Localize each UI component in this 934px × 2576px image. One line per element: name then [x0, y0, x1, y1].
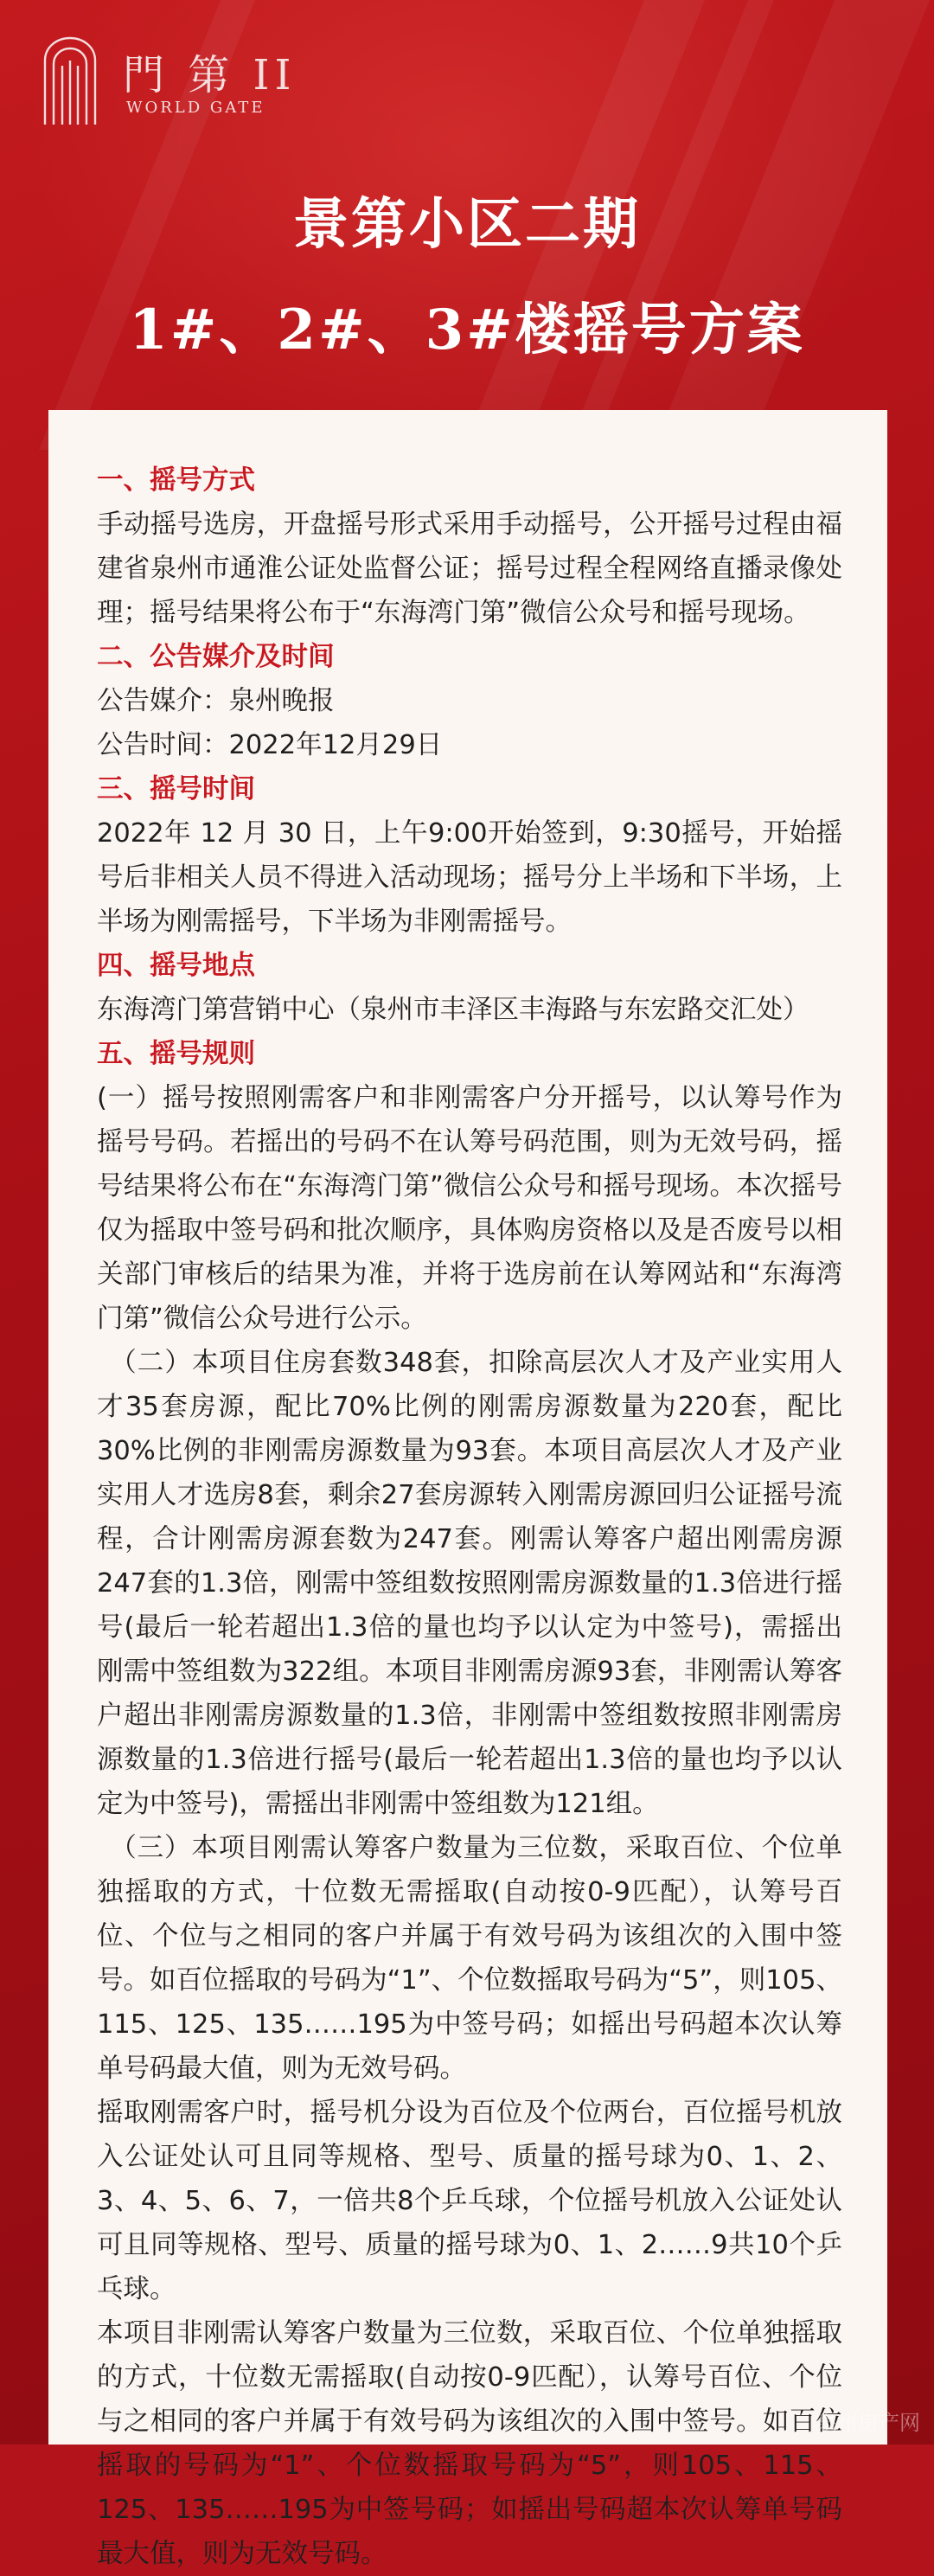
- section-heading: 二、公告媒介及时间: [97, 642, 335, 672]
- section-paragraph: （二）本项目住房套数348套，扣除高层次人才及产业实用人才35套房源，配比70%比例的刚需房源数量为220套，配比30%比例的非刚需房源数量为93套。本项目高层次人才及产业实用人才选房8套，剩余27套房源转入刚需房源回归公证摇号流程，合计刚需房源套数为247套。刚需认筹客户超出刚需房源247套的1.3倍，刚需中签组数按照刚需房源数量的1.3倍进行摇号(最后一轮若超出1.3倍的量也均予以认定为中签号)，需摇出刚需中签组数为322组。本项目非刚需房源93套，非刚需认筹客户超出非刚需房源数量的1.3倍，非刚需中签组数按照非刚需房源数量的1.3倍进行摇号(最后一轮若超出1.3倍的量也均予以认定为中签号)，需摇出非刚需中签组数为121组。: [97, 1348, 842, 1819]
- section-paragraph: （三）本项目刚需认筹客户数量为三位数，采取百位、个位单独摇取的方式，十位数无需摇取(自动按0-9匹配），认筹号百位、个位与之相同的客户并属于有效号码为该组次的入围中签号。如百位摇取的号码为“1”、个位数摇取号码为“5”，则105、115、125、135……195为中签号码；如摇出号码超本次认筹单号码最大值，则为无效号码。: [97, 1833, 842, 2084]
- section-paragraph: 本项目非刚需认筹客户数量为三位数，采取百位、个位单独摇取的方式，十位数无需摇取(自动按0-9匹配），认筹号百位、个位与之相同的客户并属于有效号码为该组次的入围中签号。如百位摇取的号码为“1”、个位数摇取号码为“5”，则105、115、125、135……195为中签号码；如摇出号码超本次认筹单号码最大值，则为无效号码。: [97, 2318, 842, 2569]
- content-card: [48, 410, 887, 2569]
- brand-english-name: WORLD GATE: [126, 99, 265, 117]
- section-heading: 四、摇号地点: [97, 951, 255, 981]
- page-title-line-2: 1#、2#、3#楼摇号方案: [129, 298, 805, 362]
- brand-name: 門 第 II: [123, 51, 297, 99]
- section-paragraph: (一）摇号按照刚需客户和非刚需客户分开摇号，以认筹号作为摇号号码。若摇出的号码不在认筹号码范围，则为无效号码，摇号结果将公布在“东海湾门第”微信公众号和摇号现场。本次摇号仅为摇取中签号码和批次顺序，具体购房资格以及是否废号以相关部门审核后的结果为准，并将于选房前在认筹网站和“东海湾门第”微信公众号进行公示。: [97, 1083, 842, 1334]
- section-paragraph: 手动摇号选房，开盘摇号形式采用手动摇号，公开摇号过程由福建省泉州市通淮公证处监督公证；摇号过程全程网络直播录像处理；摇号结果将公布于“东海湾门第”微信公众号和摇号现场。: [97, 509, 842, 628]
- section-paragraph: 摇取刚需客户时，摇号机分设为百位及个位两台，百位摇号机放入公证处认可且同等规格、型号、质量的摇号球为0、1、2、3、4、5、6、7，一倍共8个乒乓球，个位摇号机放入公证处认可且同等规格、型号、质量的摇号球为0、1、2……9共10个乒乓球。: [97, 2098, 842, 2304]
- section-heading: 三、摇号时间: [97, 774, 255, 804]
- section-paragraph: 公告媒介：泉州晚报: [97, 686, 335, 716]
- gate-columns-icon: [40, 35, 100, 126]
- brand-logo: [40, 35, 299, 130]
- page-title-line-1: 景第小区二期: [293, 192, 641, 257]
- section-heading: 五、摇号规则: [97, 1039, 255, 1069]
- section-paragraph: 东海湾门第营销中心（泉州市丰泽区丰海路与东宏路交汇处）: [97, 995, 809, 1025]
- section-paragraph: 公告时间：2022年12月29日: [97, 730, 443, 760]
- section-heading: 一、摇号方式: [97, 465, 255, 496]
- section-paragraph: 2022年 12 月 30 日，上午9:00开始签到，9:30摇号，开始摇号后非相关人员不得进入活动现场；摇号分上半场和下半场，上半场为刚需摇号，下半场为非刚需摇号。: [97, 818, 842, 937]
- watermark: 泉州房产网: [816, 2411, 920, 2435]
